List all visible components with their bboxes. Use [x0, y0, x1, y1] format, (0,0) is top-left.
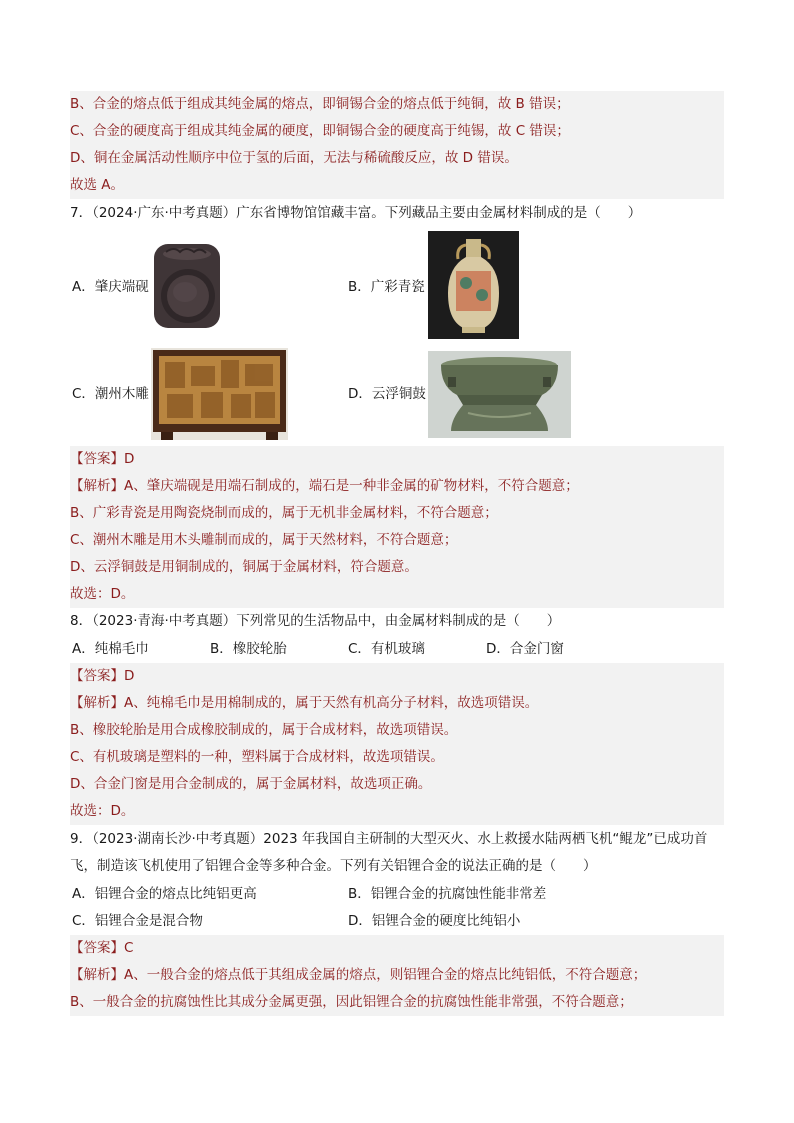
answer-tag: 【答案】	[70, 451, 124, 467]
answer-tag: 【答案】	[70, 940, 124, 956]
question-9-stem: 9．（2023·湖南长沙·中考真题）2023 年我国自主研制的大型灭火、水上救援水陆两栖飞机“鲲龙”已成功首	[70, 831, 708, 847]
chaozhou-woodcarving-image	[151, 348, 288, 440]
q7-option-c: C．潮州木雕	[72, 386, 149, 402]
answer-tag: 【答案】	[70, 668, 124, 684]
solution-line: D、铜在金属活动性顺序中位于氢的后面，无法与稀硫酸反应，故 D 错误。	[70, 145, 724, 172]
solution-line: C、合金的硬度高于组成其纯金属的硬度，即铜锡合金的硬度高于纯锡，故 C 错误；	[70, 118, 724, 145]
answer-value: D	[124, 451, 135, 467]
answer-line	[70, 935, 724, 962]
analysis-tag: 【解析】	[70, 695, 124, 711]
analysis-line: B、一般合金的抗腐蚀性比其成分金属更强，因此铝锂合金的抗腐蚀性能非常强，不符合题意；	[70, 989, 724, 1016]
analysis-tag: 【解析】	[70, 967, 124, 983]
q9-option-a: A．铝锂合金的熔点比纯铝更高	[72, 886, 257, 902]
q8-option-c: C．有机玻璃	[348, 641, 425, 657]
analysis-line: D、合金门窗是用合金制成的，属于金属材料，故选项正确。	[70, 771, 724, 798]
duanyan-inkstone-image	[152, 240, 222, 330]
analysis-line: D、云浮铜鼓是用铜制成的，铜属于金属材料，符合题意。	[70, 554, 724, 581]
analysis-line	[70, 690, 724, 717]
q9-option-c: C．铝锂合金是混合物	[72, 913, 203, 929]
analysis-text: A、纯棉毛巾是用棉制成的，属于天然有机高分子材料，故选项错误。	[124, 695, 539, 711]
yunfu-bronze-drum-image	[428, 351, 571, 438]
answer-line	[70, 663, 724, 690]
q9-option-d: D．铝锂合金的硬度比纯铝小	[348, 913, 521, 929]
analysis-line	[70, 962, 724, 989]
solution-line: 故选 A。	[70, 172, 724, 199]
q8-option-b: B．橡胶轮胎	[210, 641, 287, 657]
q8-option-d: D．合金门窗	[486, 641, 564, 657]
analysis-text: A、肇庆端砚是用端石制成的，端石是一种非金属的矿物材料，不符合题意；	[124, 478, 579, 494]
guangcai-vase-image	[428, 231, 519, 339]
analysis-line: B、橡胶轮胎是用合成橡胶制成的，属于合成材料，故选项错误。	[70, 717, 724, 744]
q9-option-b: B．铝锂合金的抗腐蚀性能非常差	[348, 886, 547, 902]
solution-line: B、合金的熔点低于组成其纯金属的熔点，即铜锡合金的熔点低于纯铜，故 B 错误；	[70, 91, 724, 118]
answer-value: D	[124, 668, 135, 684]
q7-option-a: A．肇庆端砚	[72, 279, 149, 295]
analysis-line	[70, 473, 724, 500]
question-8-stem: 8．（2023·青海·中考真题）下列常见的生活物品中，由金属材料制成的是（ ）	[70, 613, 561, 629]
answer-line	[70, 446, 724, 473]
analysis-line: C、潮州木雕是用木头雕制而成的，属于天然材料，不符合题意；	[70, 527, 724, 554]
analysis-line: 故选：D。	[70, 581, 724, 608]
q7-option-b: B．广彩青瓷	[348, 279, 425, 295]
question-7-stem: 7．（2024·广东·中考真题）广东省博物馆馆藏丰富。下列藏品主要由金属材料制成的是（ ）	[70, 205, 642, 221]
analysis-tag: 【解析】	[70, 478, 124, 494]
answer-value: C	[124, 940, 134, 956]
analysis-text: A、一般合金的熔点低于其组成金属的熔点，则铝锂合金的熔点比纯铝低，不符合题意；	[124, 967, 647, 983]
q7-option-d: D．云浮铜鼓	[348, 386, 426, 402]
analysis-line: B、广彩青瓷是用陶瓷烧制而成的，属于无机非金属材料，不符合题意；	[70, 500, 724, 527]
analysis-line: C、有机玻璃是塑料的一种，塑料属于合成材料，故选项错误。	[70, 744, 724, 771]
q8-option-a: A．纯棉毛巾	[72, 641, 149, 657]
analysis-line: 故选：D。	[70, 798, 724, 825]
question-9-stem-cont: 飞，制造该飞机使用了铝锂合金等多种合金。下列有关铝锂合金的说法正确的是（ ）	[70, 858, 597, 874]
